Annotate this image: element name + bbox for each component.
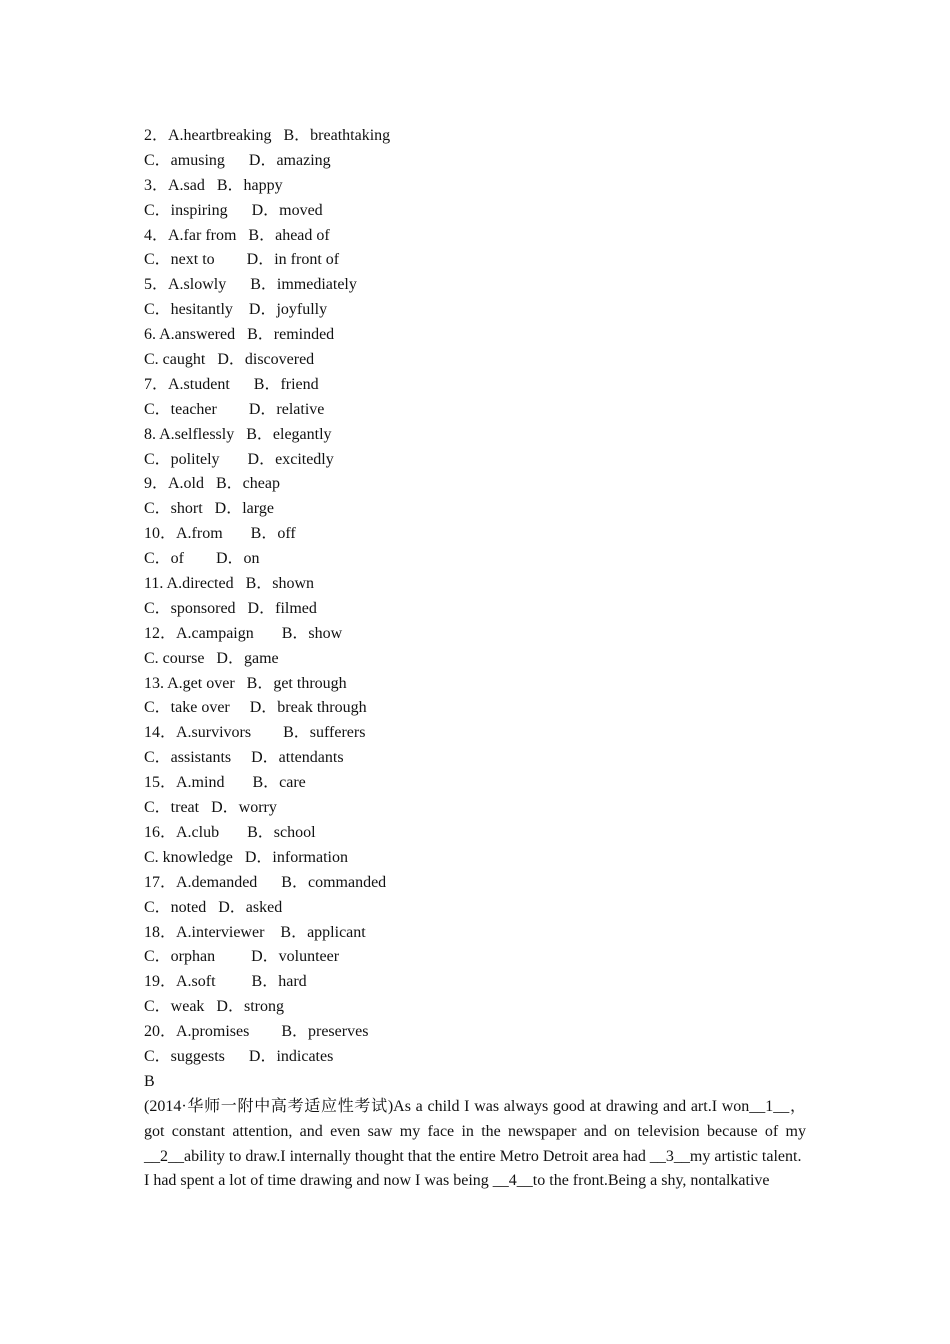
option-line: 17．A.demanded B．commanded: [144, 873, 387, 891]
option-line: C．hesitantly D．joyfully: [144, 301, 328, 319]
option-line: C．next to D．in front of: [144, 251, 340, 269]
option-line: C．short D．large: [144, 500, 274, 518]
option-line: C. course D．game: [144, 649, 279, 667]
option-line: C．noted D．asked: [144, 898, 283, 916]
option-line: 19．A.soft B．hard: [144, 973, 307, 991]
option-line: C．take over D．break through: [144, 699, 367, 717]
option-line: 10．A.from B．off: [144, 525, 296, 543]
option-line: C．suggests D．indicates: [144, 1047, 334, 1065]
option-line: 16．A.club B．school: [144, 823, 316, 841]
option-line: 14．A.survivors B．sufferers: [144, 724, 366, 742]
option-line: C．weak D．strong: [144, 998, 284, 1016]
option-line: 7．A.student B．friend: [144, 375, 319, 393]
answer-options-list: [144, 124, 806, 1070]
option-line: C．of D．on: [144, 550, 260, 568]
option-line: 13. A.get over B．get through: [144, 674, 347, 692]
document-page: [144, 124, 806, 1194]
option-line: C．sponsored D．filmed: [144, 599, 317, 617]
option-line: 6. A.answered B．reminded: [144, 326, 335, 344]
option-line: 5．A.slowly B．immediately: [144, 276, 357, 294]
option-line: 18．A.interviewer B．applicant: [144, 923, 366, 941]
option-line: C．treat D．worry: [144, 799, 277, 817]
option-line: 8. A.selflessly B．elegantly: [144, 425, 332, 443]
option-line: C．amusing D．amazing: [144, 151, 331, 169]
option-line: 9．A.old B．cheap: [144, 475, 280, 493]
option-line: C．inspiring D．moved: [144, 201, 323, 219]
option-line: C．politely D．excitedly: [144, 450, 334, 468]
option-line: 15．A.mind B．care: [144, 774, 306, 792]
option-line: 3．A.sad B．happy: [144, 176, 283, 194]
option-line: 20．A.promises B．preserves: [144, 1023, 369, 1041]
option-line: C．teacher D．relative: [144, 400, 325, 418]
section-heading: B: [144, 1072, 155, 1090]
option-line: 12．A.campaign B．show: [144, 624, 343, 642]
option-line: 11. A.directed B．shown: [144, 575, 315, 593]
option-line: 4．A.far from B．ahead of: [144, 226, 330, 244]
option-line: C．assistants D．attendants: [144, 749, 344, 767]
option-line: C. caught D．discovered: [144, 351, 315, 369]
option-line: C．orphan D．volunteer: [144, 948, 340, 966]
passage-paragraph: (2014·华师一附中高考适应性考试)As a child I was always good at drawing and art.I won__1__， got constant attention, and even saw my face in the newspaper and on television because of my __2__ability to draw.I internally thought that the entire Metro Detroit area had __3__my artistic talent.: [144, 1097, 806, 1165]
passage-paragraph: I had spent a lot of time drawing and now I was being __4__to the front.Being a shy, nontalkative: [144, 1172, 770, 1190]
option-line: 2．A.heartbreaking B．breathtaking: [144, 127, 391, 144]
option-line: C. knowledge D．information: [144, 848, 348, 866]
